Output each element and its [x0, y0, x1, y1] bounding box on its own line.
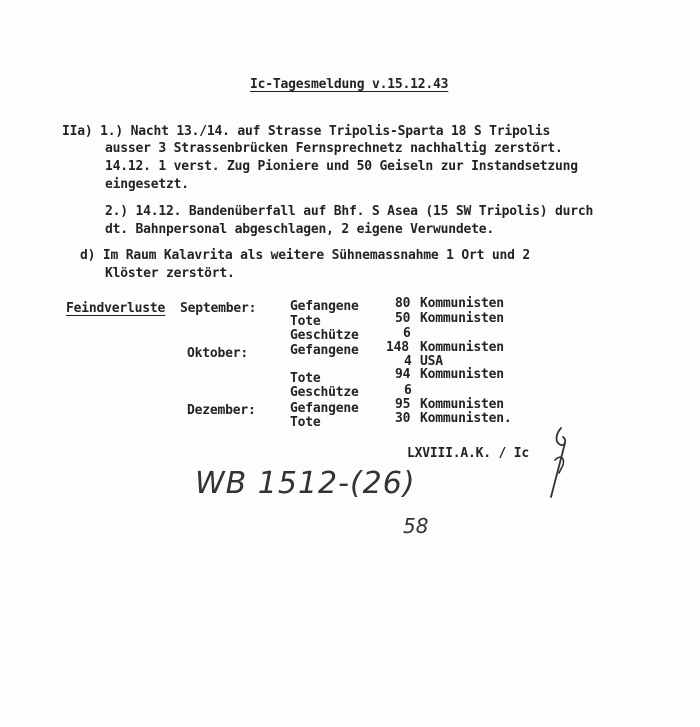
body-line-4: eingesetzt.: [105, 177, 189, 192]
loss-category: Tote: [290, 314, 321, 329]
loss-unit: Kommunisten.: [420, 411, 512, 426]
loss-number: 95: [395, 397, 411, 412]
body-line-8: Klöster zerstört.: [105, 266, 235, 281]
loss-number: 94: [395, 367, 411, 382]
loss-unit: Kommunisten: [420, 397, 504, 412]
loss-number: 30: [395, 411, 411, 426]
signature-line: LXVIII.A.K. / Ic: [407, 446, 530, 461]
loss-unit: Kommunisten: [420, 367, 504, 382]
loss-number: 6: [404, 383, 412, 398]
loss-number: 4: [404, 354, 412, 369]
loss-unit: Kommunisten: [420, 296, 504, 311]
loss-category: Geschütze: [290, 385, 359, 400]
loss-number: 80: [395, 296, 411, 311]
loss-category: Gefangene: [290, 401, 359, 416]
handwritten-archive-code: WB 1512-(26): [195, 466, 416, 501]
month-oktober: Oktober:: [187, 346, 249, 361]
body-line-1: IIa) 1.) Nacht 13./14. auf Strasse Tripolis-Sparta 18 S Tripolis: [62, 124, 551, 139]
losses-heading: Feindverluste: [66, 301, 166, 316]
month-dezember: Dezember:: [187, 403, 256, 418]
body-line-6: dt. Bahnpersonal abgeschlagen, 2 eigene Verwundete.: [105, 222, 494, 237]
loss-category: Gefangene: [290, 343, 359, 358]
loss-unit: USA: [420, 354, 443, 369]
handwritten-page-number: 58: [403, 514, 429, 538]
loss-number: 6: [403, 326, 411, 341]
loss-number: 50: [395, 311, 411, 326]
loss-unit: Kommunisten: [420, 340, 504, 355]
body-line-5: 2.) 14.12. Bandenüberfall auf Bhf. S Asea (15 SW Tripolis) durch: [105, 204, 594, 219]
body-line-3: 14.12. 1 verst. Zug Pioniere und 50 Geiseln zur Instandsetzung: [105, 159, 578, 174]
loss-unit: Kommunisten: [420, 311, 504, 326]
loss-category: Geschütze: [290, 328, 359, 343]
loss-category: Gefangene: [290, 299, 359, 314]
body-line-7: d) Im Raum Kalavrita als weitere Sühnemassnahme 1 Ort und 2: [80, 248, 530, 263]
loss-category: Tote: [290, 371, 321, 386]
month-september: September:: [180, 301, 257, 316]
loss-category: Tote: [290, 415, 321, 430]
document-title: Ic-Tagesmeldung v.15.12.43: [250, 77, 449, 92]
loss-number: 148: [386, 340, 409, 355]
body-line-2: ausser 3 Strassenbrücken Fernsprechnetz nachhaltig zerstört.: [105, 141, 563, 156]
handwritten-paraph-mark: [525, 425, 575, 505]
